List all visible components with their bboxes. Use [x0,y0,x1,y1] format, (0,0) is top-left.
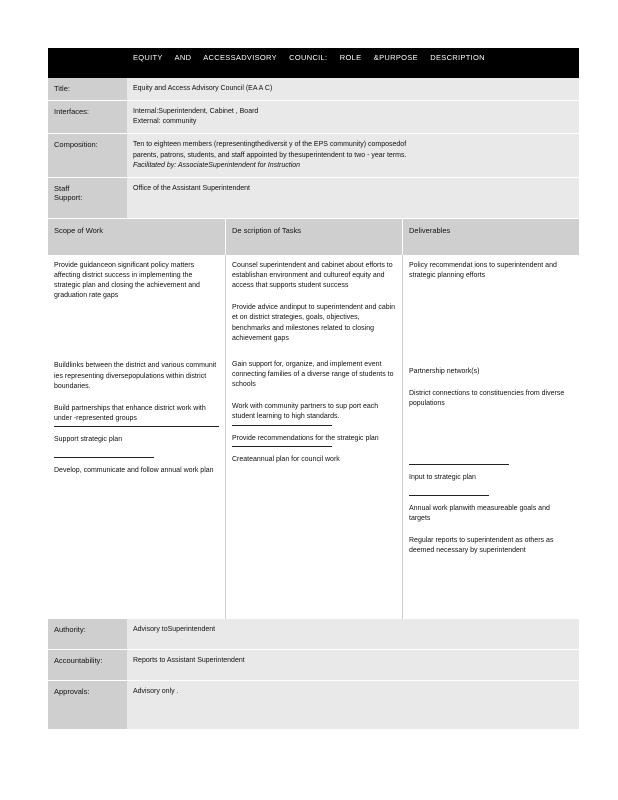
composition-line-2: parents, patrons, students, and staff appointed by thesuperintendent to two - year terms. [133,151,407,159]
deliverable-item: Annual work planwith measureable goals and targets [409,504,550,522]
approvals-label: Approvals: [48,681,127,729]
document-header [48,48,579,78]
authority-label: Authority: [48,619,127,649]
deliverable-item: Regular reports to superintendent as others as deemed necessary by superintendent [409,536,554,555]
work-table-header [48,219,579,255]
staff-support-label-line-2: Support: [54,192,83,202]
divider-line [54,426,219,427]
interfaces-external: External: community [133,118,197,126]
accountability-label: Accountability: [48,650,127,680]
interfaces-internal: Internal:Superintendent, Cabinet , Board [133,108,259,116]
composition-line-3: Facilitated by: AssociateSuperintendent for Instruction [133,161,301,169]
task-item: Provide advice andinput to superintendent and cabin et on district strategies, goals, objectives, benchmarks and milestones related to closing achievement gaps [232,304,396,342]
composition-label: Composition: [48,134,127,176]
deliverable-item: Policy recommendat ions to superintendent and strategic planning efforts [409,261,557,279]
staff-support-label [48,178,127,218]
tasks-column [225,255,402,619]
document-title: EQUITY AND ACCESSADVISORY COUNCIL: ROLE &PURPOSE DESCRIPTION [127,48,579,78]
interfaces-label: Interfaces: [48,101,127,133]
task-item: Work with community partners to sup port each student learning to high standards. [232,403,379,421]
approvals-value: Advisory only . [127,681,579,729]
divider-line [54,457,154,458]
task-item: Gain support for, organize, and implement event connecting families of a diverse range of students to schools [232,360,394,389]
scope-column [48,255,225,619]
scope-item: Support strategic plan [54,436,123,444]
scope-item: Develop, communicate and follow annual work plan [54,467,214,475]
staff-support-row [48,178,579,219]
divider-line [232,425,332,426]
scope-item: Buildlinks between the district and various communit ies representing diversepopulations within district boundaries. [54,362,217,390]
deliverable-item: Input to strategic plan [409,473,476,481]
deliverable-item: District connections to constituencies from diverse populations [409,390,565,408]
deliverables-header: Deliverables [402,219,579,255]
divider-line [232,446,332,447]
task-item: Provide recommendations for the strategic plan [232,434,379,442]
approvals-row [48,681,579,730]
title-row [48,78,579,101]
tasks-header: De scription of Tasks [225,219,402,255]
accountability-value: Reports to Assistant Superintendent [127,650,579,680]
task-item: Counsel superintendent and cabinet about efforts to establishan environment and cultureof equity and access that supports student success [232,261,393,290]
scope-item: Provide guidanceon significant policy matters affecting district success in implementing the strategic plan and closing the achievement and graduation rate gaps [54,261,200,300]
authority-row [48,619,579,650]
title-value: Equity and Access Advisory Council (EA A C) [127,78,579,100]
staff-support-value: Office of the Assistant Superintendent [127,178,579,218]
divider-line [409,464,509,465]
scope-item: Build partnerships that enhance district work with under -represented groups [54,404,206,422]
role-purpose-document [48,48,579,730]
composition-row [48,134,579,177]
title-label: Title: [48,78,127,100]
accountability-row [48,650,579,681]
staff-support-label-line-1: Staff [54,183,70,193]
divider-line [409,495,489,496]
composition-value [127,134,579,176]
scope-header: Scope of Work [54,225,104,235]
task-item: Createannual plan for council work [232,455,340,463]
interfaces-value [127,101,579,133]
deliverables-column [402,255,579,619]
composition-line-1: Ten to eighteen members (representingthediversit y of the EPS community) composedof [133,141,407,149]
header-spacer [48,48,127,78]
authority-value: Advisory toSuperintendent [127,619,579,649]
work-table-body [48,255,579,619]
interfaces-row [48,101,579,134]
deliverable-item: Partnership network(s) [409,368,480,376]
